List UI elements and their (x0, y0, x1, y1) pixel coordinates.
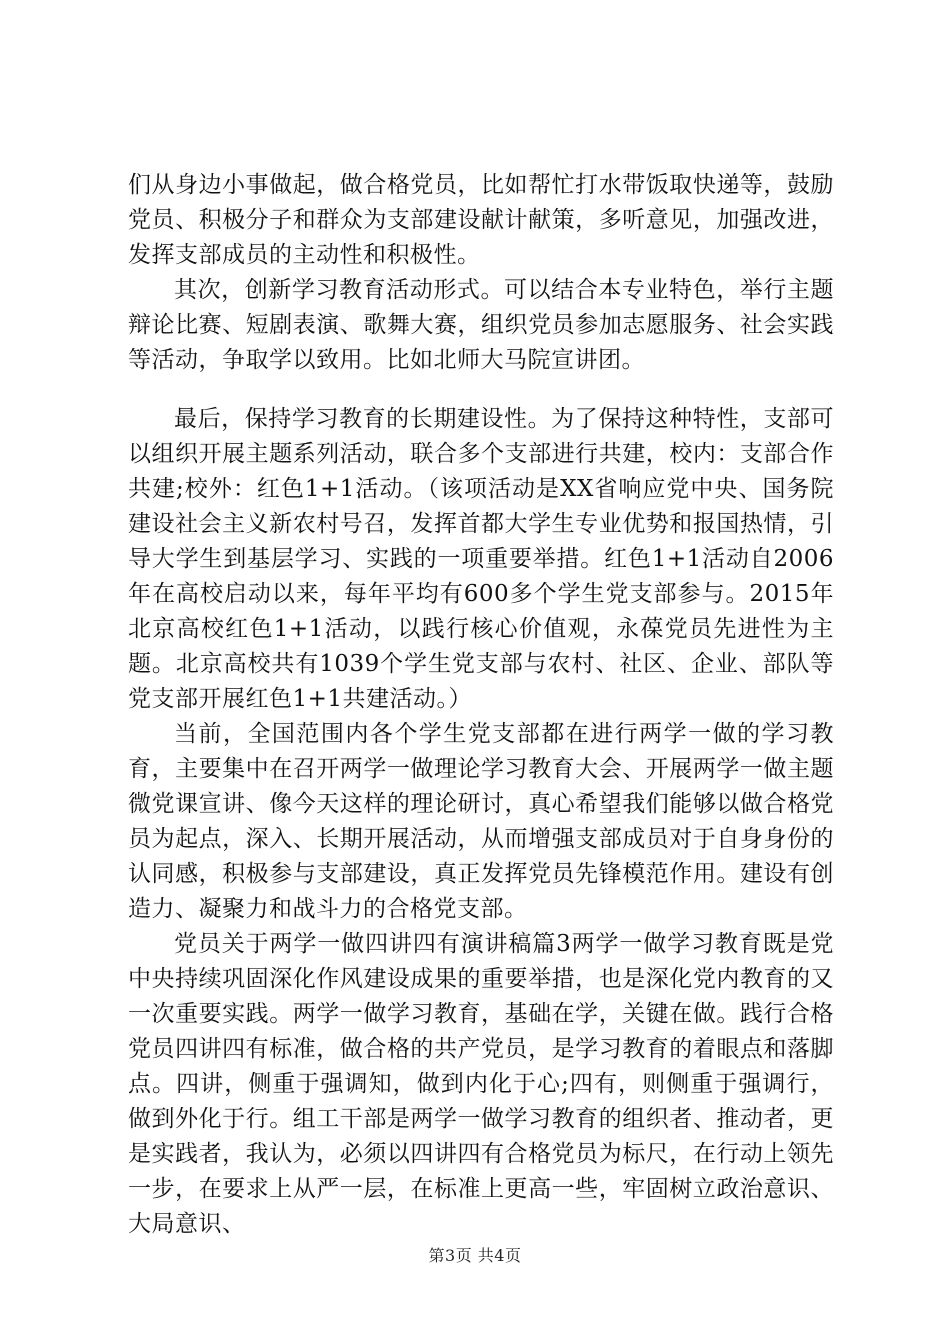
paragraph-continuation: 们从身边小事做起，做合格党员，比如帮忙打水带饭取快递等，鼓励党员、积极分子和群众为支部建设献计献策，多听意见，加强改进，发挥支部成员的主动性和积极性。 (128, 172, 834, 268)
page-number-footer: 第3页 共4页 (428, 1246, 522, 1265)
paragraph-secondly: 其次，创新学习教育活动形式。可以结合本专业特色，举行主题辩论比赛、短剧表演、歌舞大赛，组织党员参加志愿服务、社会实践等活动，争取学以致用。比如北师大马院宣讲团。 (128, 277, 834, 373)
paragraph-finally: 最后，保持学习教育的长期建设性。为了保持这种特性，支部可以组织开展主题系列活动，联合多个支部进行共建，校内：支部合作共建;校外：红色1+1活动。（该项活动是XX省响应党中央、国务院建设社会主义新农村号召，发挥首都大学生专业优势和报国热情，引导大学生到基层学习、实践的一项重要举措。红色1+1活动自2006年在高校启动以来，每年平均有600多个学生党支部参与。2015年北京高校红色1+1活动，以践行核心价值观，永葆党员先进性为主题。北京高校共有1039个学生党支部与农村、社区、企业、部队等党支部开展红色1+1共建活动。） (128, 406, 834, 712)
paragraph-speech-part-3: 党员关于两学一做四讲四有演讲稿篇3两学一做学习教育既是党中央持续巩固深化作风建设成果的重要举措，也是深化党内教育的又一次重要实践。两学一做学习教育，基础在学，关键在做。践行合格党员四讲四有标准，做合格的共产党员，是学习教育的着眼点和落脚点。四讲，侧重于强调知，做到内化于心;四有，则侧重于强调行，做到外化于行。组工干部是两学一做学习教育的组织者、推动者，更是实践者，我认为，必须以四讲四有合格党员为标尺，在行动上领先一步，在要求上从严一层，在标准上更高一些，牢固树立政治意识、大局意识、 (128, 931, 834, 1237)
document-body (128, 168, 834, 1242)
paragraph-currently: 当前，全国范围内各个学生党支部都在进行两学一做的学习教育，主要集中在召开两学一做理论学习教育大会、开展两学一做主题微党课宣讲、像今天这样的理论研讨，真心希望我们能够以做合格党员为起点，深入、长期开展活动，从而增强支部成员对于自身身份的认同感，积极参与支部建设，真正发挥党员先锋模范作用。建设有创造力、凝聚力和战斗力的合格党支部。 (128, 721, 834, 922)
